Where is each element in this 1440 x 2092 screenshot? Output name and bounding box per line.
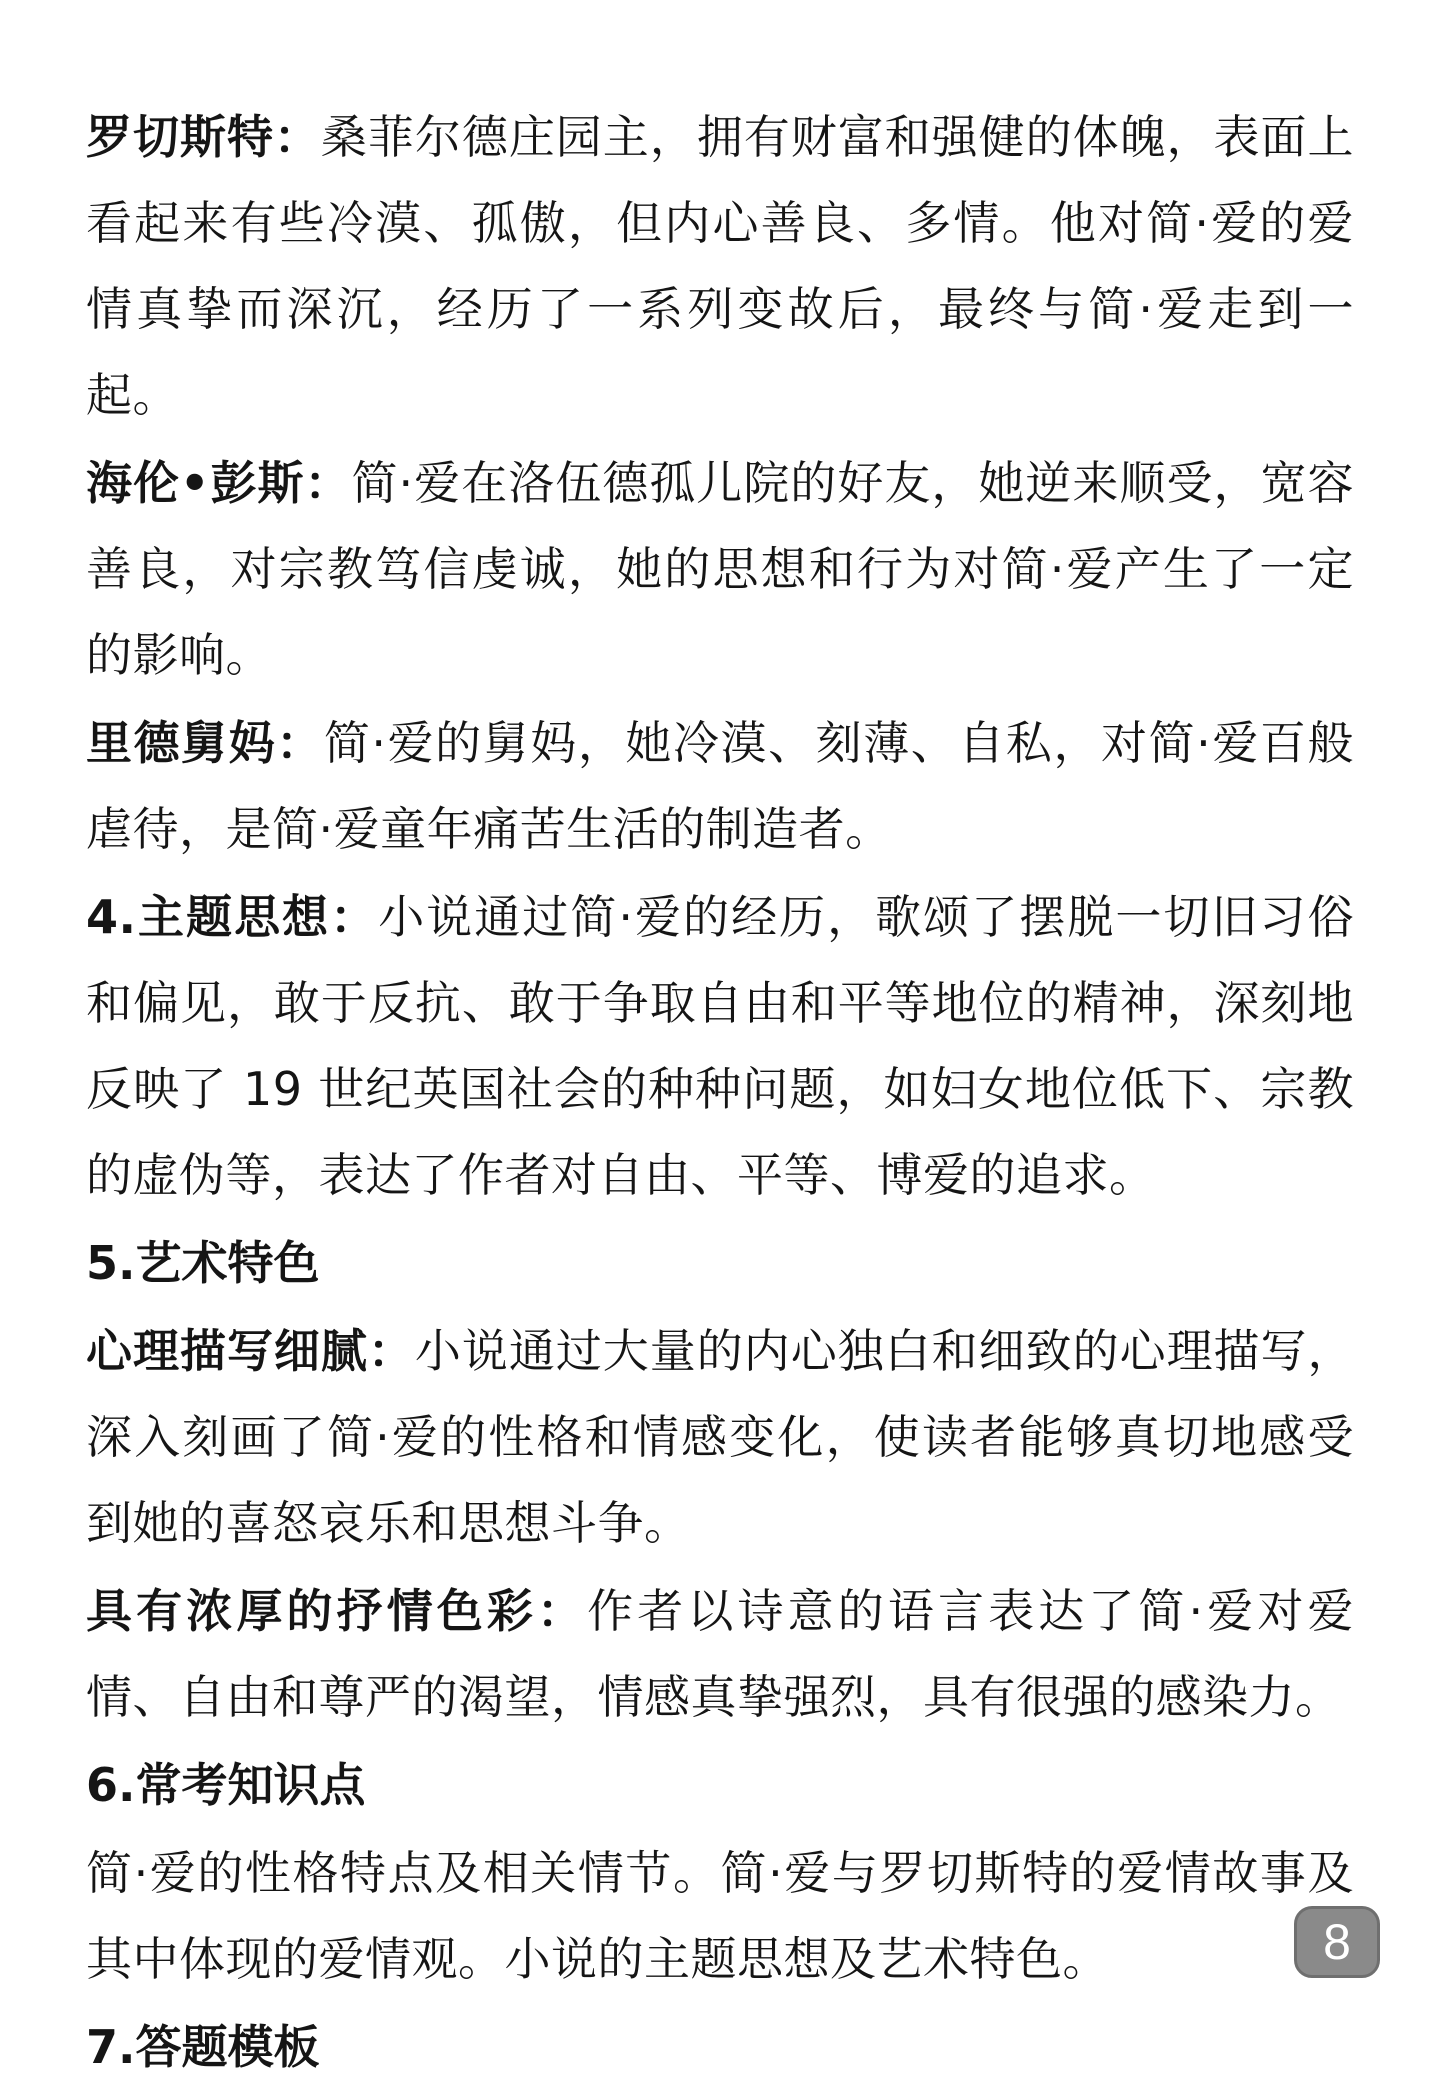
document-page: [86, 94, 1354, 2092]
art-item-name: 具有浓厚的抒情色彩：: [86, 1584, 588, 1638]
character-name: 罗切斯特：: [86, 110, 321, 164]
page-number-badge: 8: [1294, 1906, 1380, 1978]
art-item-desc: 作者以诗意的语言表达了简·爱对爱情、自由和尊严的渴望，情感真挚强烈，具有很强的感染力。: [86, 1584, 1355, 1724]
character-name: 里德舅妈：: [86, 716, 324, 770]
character-name: 海伦•彭斯：: [86, 456, 352, 510]
art-item-lyrical: [86, 1568, 1354, 1740]
knowledge-text: 简·爱的性格特点及相关情节。简·爱与罗切斯特的爱情故事及其中体现的爱情观。小说的主题思想及艺术特色。: [86, 1846, 1354, 1986]
knowledge-heading: 6.常考知识点: [86, 1758, 366, 1812]
character-desc: 简·爱的舅妈，她冷漠、刻薄、自私，对简·爱百般虐待，是简·爱童年痛苦生活的制造者。: [86, 716, 1354, 856]
character-rochester: [86, 94, 1354, 438]
theme-text: 小说通过简·爱的经历，歌颂了摆脱一切旧习俗和偏见，敢于反抗、敢于争取自由和平等地位的精神，深刻地反映了 19 世纪英国社会的种种问题，如妇女地位低下、宗教的虚伪等，表达了作者对自由、平等、博爱的追求。: [86, 890, 1354, 1202]
art-item-psychology: [86, 1308, 1354, 1566]
character-mrs-reed: [86, 700, 1354, 872]
template-heading: 7.答题模板: [86, 2020, 320, 2074]
theme-label: 4.主题思想：: [86, 890, 379, 944]
character-helen-burns: [86, 440, 1354, 698]
character-desc: 简·爱在洛伍德孤儿院的好友，她逆来顺受，宽容善良，对宗教笃信虔诚，她的思想和行为对简·爱产生了一定的影响。: [86, 456, 1355, 682]
art-heading: 5.艺术特色: [86, 1236, 320, 1290]
art-item-desc: 小说通过大量的内心独白和细致的心理描写，深入刻画了简·爱的性格和情感变化，使读者能够真切地感受到她的喜怒哀乐和思想斗争。: [86, 1324, 1355, 1550]
character-desc: 桑菲尔德庄园主，拥有财富和强健的体魄，表面上看起来有些冷漠、孤傲，但内心善良、多情。他对简·爱的爱情真挚而深沉，经历了一系列变故后，最终与简·爱走到一起。: [86, 110, 1355, 422]
art-item-name: 心理描写细腻：: [86, 1324, 415, 1378]
theme-section: [86, 874, 1354, 1218]
